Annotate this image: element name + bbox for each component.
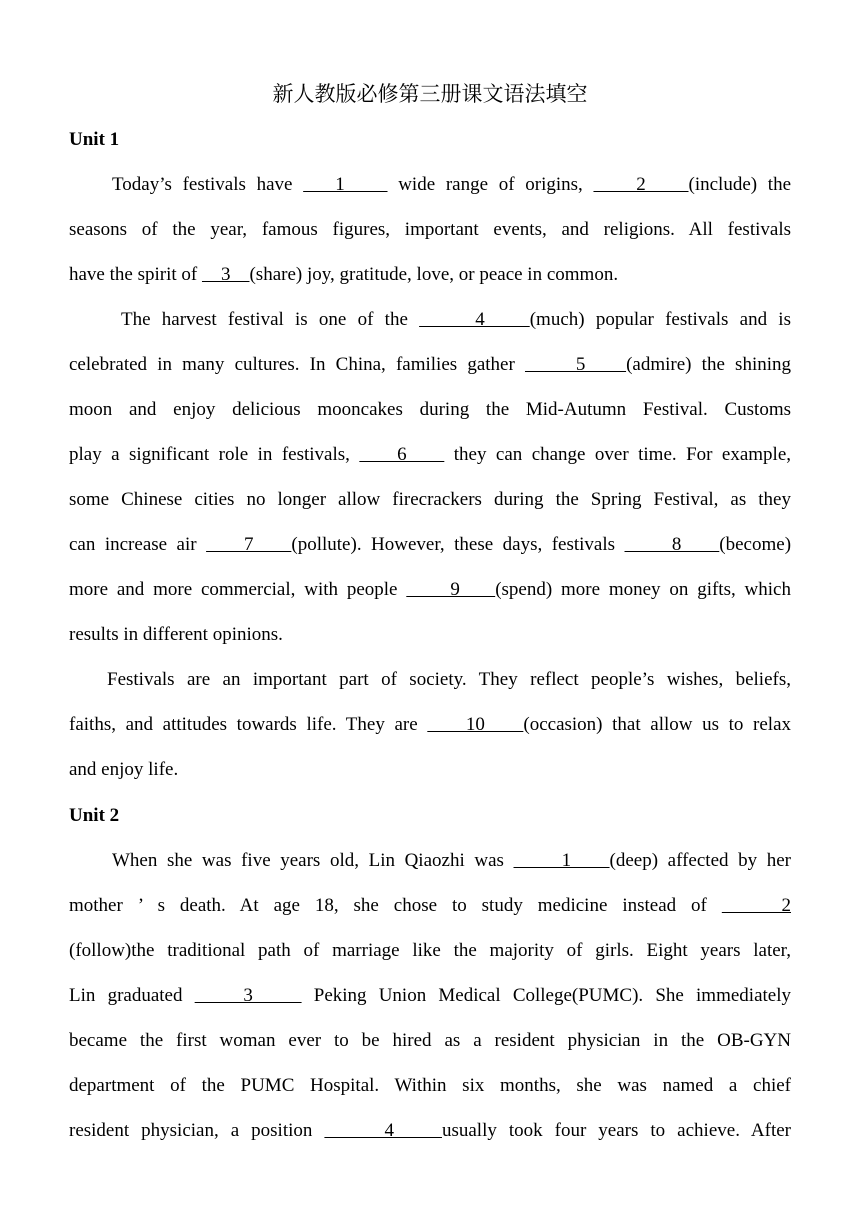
unit-heading: Unit 1	[69, 129, 120, 150]
answer-blank: 4	[419, 309, 530, 330]
text-segment: moon and enjoy delicious mooncakes during the Mid-Autumn Festival. Customs	[69, 399, 791, 420]
text-segment: resident physician, a position	[69, 1120, 325, 1141]
text-segment: and enjoy life.	[69, 759, 179, 780]
answer-blank: 5	[524, 354, 627, 375]
text-segment: Today’s festivals have	[112, 174, 304, 195]
text-line	[69, 531, 791, 559]
text-line	[69, 1117, 791, 1145]
text-line	[69, 1027, 791, 1055]
text-segment: play a significant role in festivals,	[69, 444, 360, 465]
text-segment: faiths, and attitudes towards life. They are	[69, 714, 428, 735]
text-line	[69, 892, 791, 920]
text-segment: Peking Union Medical College(PUMC). She immediately	[301, 985, 792, 1006]
text-segment: (spend) more money on gifts, which	[495, 579, 791, 600]
text-line	[69, 216, 791, 244]
answer-blank: 3	[201, 264, 250, 285]
text-segment: became the first woman ever to be hired as a resident physician in the OB-GYN	[69, 1030, 791, 1051]
text-segment: wide range of origins,	[387, 174, 594, 195]
text-line	[69, 756, 791, 784]
answer-blank: 3	[194, 985, 302, 1006]
answer-blank: 8	[624, 534, 720, 555]
text-segment: (include) the	[688, 174, 791, 195]
text-segment: (become)	[719, 534, 792, 555]
text-line	[69, 666, 791, 694]
text-line	[69, 1072, 791, 1100]
text-segment: can increase air	[69, 534, 207, 555]
text-line	[69, 847, 791, 875]
answer-blank: 6	[359, 444, 445, 465]
text-line	[69, 711, 791, 739]
text-segment: (pollute). However, these days, festivals	[291, 534, 625, 555]
text-segment: (occasion) that allow us to relax	[523, 714, 792, 735]
text-line	[69, 171, 791, 199]
text-segment: Lin graduated	[69, 985, 195, 1006]
document-title: 新人教版必修第三册课文语法填空	[272, 82, 588, 106]
text-segment: mother ’ s death. At age 18, she chose to study medicine instead of	[69, 895, 722, 916]
text-line	[69, 486, 791, 514]
text-line	[69, 306, 791, 334]
text-segment: some Chinese cities no longer allow firecrackers during the Spring Festival, as they	[69, 489, 791, 510]
text-line	[69, 937, 791, 965]
answer-blank: 10	[427, 714, 524, 735]
text-segment: (share) joy, gratitude, love, or peace in common.	[249, 264, 619, 285]
text-line	[69, 982, 791, 1010]
answer-blank: 9	[406, 579, 496, 600]
answer-blank: 2	[721, 895, 791, 916]
answer-blank: 7	[206, 534, 292, 555]
text-segment: (follow)the traditional path of marriage like the majority of girls. Eight years later,	[69, 940, 791, 961]
text-segment: (much) popular festivals and is	[529, 309, 791, 330]
text-segment: celebrated in many cultures. In China, families gather	[69, 354, 525, 375]
text-segment: seasons of the year, famous figures, important events, and religions. All festivals	[69, 219, 791, 240]
answer-blank: 1	[513, 850, 610, 871]
answer-blank: 2	[593, 174, 689, 195]
text-segment: When she was five years old, Lin Qiaozhi was	[112, 850, 514, 871]
unit-heading: Unit 2	[69, 805, 120, 826]
text-segment: Festivals are an important part of society. They reflect people’s wishes, beliefs,	[107, 669, 791, 690]
text-segment: (deep) affected by her	[609, 850, 791, 871]
text-segment: more and more commercial, with people	[69, 579, 407, 600]
text-segment: (admire) the shining	[626, 354, 791, 375]
text-line	[69, 351, 791, 379]
text-segment: results in different opinions.	[69, 624, 283, 645]
text-line	[69, 441, 791, 469]
text-line	[69, 261, 791, 289]
text-segment: department of the PUMC Hospital. Within six months, she was named a chief	[69, 1075, 791, 1096]
answer-blank: 1	[303, 174, 388, 195]
text-segment: they can change over time. For example,	[444, 444, 792, 465]
answer-blank: 4	[324, 1120, 442, 1141]
text-segment: usually took four years to achieve. After	[441, 1120, 791, 1141]
text-line	[69, 396, 791, 424]
text-segment: have the spirit of	[69, 264, 202, 285]
text-segment: The harvest festival is one of the	[121, 309, 420, 330]
text-line	[69, 621, 791, 649]
text-line	[69, 576, 791, 604]
